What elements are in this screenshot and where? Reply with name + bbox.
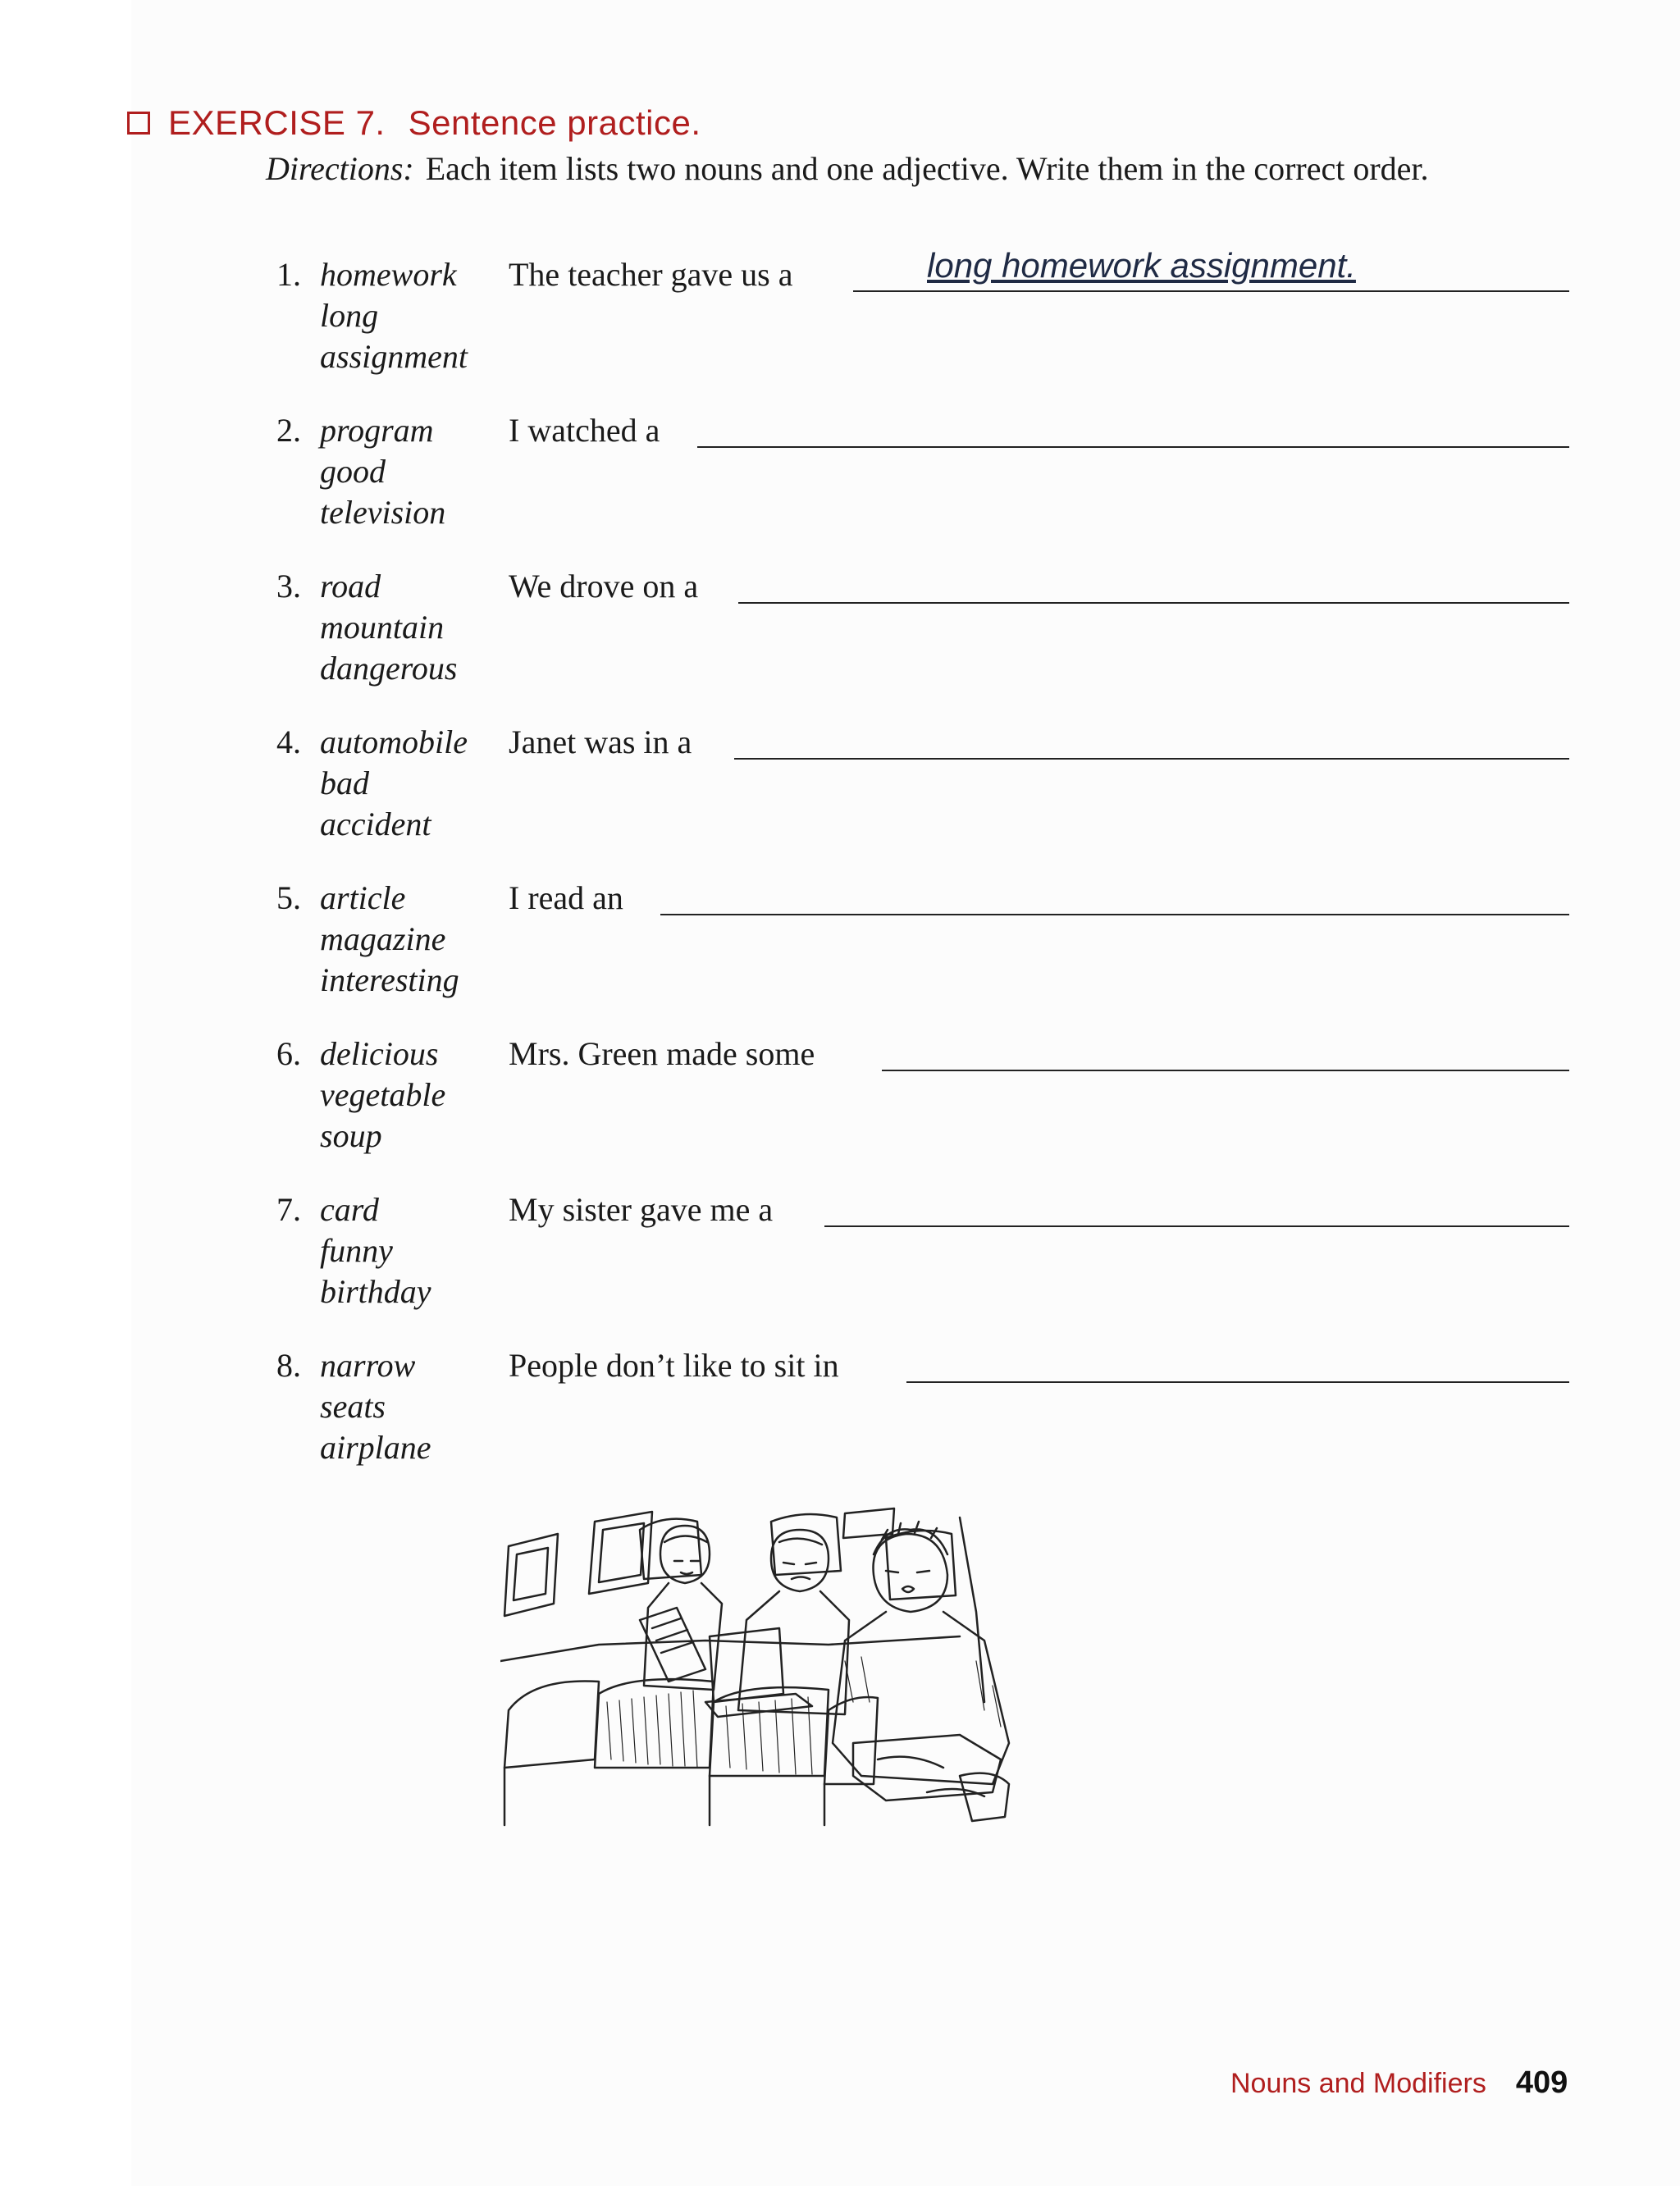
answer-line[interactable] xyxy=(824,1225,1569,1227)
item-word: accident xyxy=(320,805,431,842)
exercise-label: EXERCISE 7. xyxy=(168,103,386,142)
item-word: dangerous xyxy=(320,650,458,687)
item-word: long xyxy=(320,297,379,334)
item-word-list xyxy=(320,1034,445,1157)
item-word: television xyxy=(320,494,446,531)
directions xyxy=(266,148,1545,190)
item-word: birthday xyxy=(320,1273,431,1310)
item-word-list xyxy=(320,878,459,1001)
item-number: 8. xyxy=(276,1347,301,1384)
airplane-passengers-illustration xyxy=(500,1497,1140,1866)
item-number: 2. xyxy=(276,412,301,449)
exercise-item-4 xyxy=(0,722,1680,869)
item-word: road xyxy=(320,568,381,605)
item-word: article xyxy=(320,879,406,916)
exercise-header xyxy=(127,103,701,143)
item-word: soup xyxy=(320,1117,382,1154)
item-number: 5. xyxy=(276,879,301,916)
item-word: funny xyxy=(320,1232,393,1269)
item-number: 3. xyxy=(276,568,301,605)
item-number: 6. xyxy=(276,1035,301,1072)
item-sentence: We drove on a xyxy=(509,568,699,605)
item-number: 7. xyxy=(276,1191,301,1228)
exercise-item-7 xyxy=(0,1189,1680,1337)
answer-line[interactable] xyxy=(906,1381,1569,1383)
item-word-list xyxy=(320,1189,431,1312)
answer-line[interactable] xyxy=(734,758,1569,760)
item-number: 1. xyxy=(276,256,301,293)
item-number: 4. xyxy=(276,723,301,760)
seat-back xyxy=(595,1679,714,1768)
item-sentence: My sister gave me a xyxy=(509,1191,774,1228)
item-sentence: People don’t like to sit in xyxy=(509,1347,839,1384)
item-word-list xyxy=(320,722,468,845)
exercise-item-3 xyxy=(0,566,1680,714)
passenger-sleeping-man xyxy=(874,1534,948,1612)
book-icon xyxy=(640,1608,705,1682)
answer-line[interactable] xyxy=(738,602,1569,604)
item-word: airplane xyxy=(320,1429,431,1466)
item-word: good xyxy=(320,453,386,490)
item-sentence: I read an xyxy=(509,879,623,916)
page-footer xyxy=(1230,2065,1568,2101)
item-sentence: Janet was in a xyxy=(509,723,692,760)
exercise-title: Sentence practice. xyxy=(408,103,701,142)
item-sentence: The teacher gave us a xyxy=(509,256,793,293)
exercise-item-6 xyxy=(0,1034,1680,1181)
answer-line[interactable] xyxy=(853,290,1569,292)
answer-line[interactable] xyxy=(882,1070,1569,1071)
exercise-item-5 xyxy=(0,878,1680,1025)
item-word: seats xyxy=(320,1388,386,1425)
answer-line[interactable] xyxy=(697,446,1569,448)
item-word: card xyxy=(320,1191,379,1228)
exercise-checkbox[interactable] xyxy=(127,112,150,135)
item-word-list xyxy=(320,1345,431,1468)
item-word: interesting xyxy=(320,961,459,998)
exercise-item-8 xyxy=(0,1345,1680,1493)
item-word-list xyxy=(320,410,445,533)
item-word: magazine xyxy=(320,920,446,957)
page-number: 409 xyxy=(1515,2065,1568,2100)
item-word: narrow xyxy=(320,1347,416,1384)
footer-section-title: Nouns and Modifiers xyxy=(1230,2068,1486,2099)
item-sentence: Mrs. Green made some xyxy=(509,1035,815,1072)
item-word-list xyxy=(320,566,457,689)
item-word: delicious xyxy=(320,1035,439,1072)
window-icon xyxy=(504,1534,558,1616)
item-word: vegetable xyxy=(320,1076,446,1113)
handwritten-answer: long homework assignment. xyxy=(927,246,1356,285)
item-word: homework xyxy=(320,256,457,293)
directions-label: Directions: xyxy=(266,150,414,187)
item-sentence: I watched a xyxy=(509,412,660,449)
directions-text: Each item lists two nouns and one adjective. Write them in the correct order. xyxy=(425,150,1429,187)
item-word: program xyxy=(320,412,434,449)
item-word: mountain xyxy=(320,609,445,646)
item-word: bad xyxy=(320,764,369,801)
seat-back xyxy=(504,1681,599,1768)
exercise-item-1 xyxy=(0,254,1680,402)
item-word: automobile xyxy=(320,723,468,760)
answer-line[interactable] xyxy=(660,914,1569,915)
exercise-item-2 xyxy=(0,410,1680,558)
item-word-list xyxy=(320,254,468,377)
item-word: assignment xyxy=(320,338,468,375)
